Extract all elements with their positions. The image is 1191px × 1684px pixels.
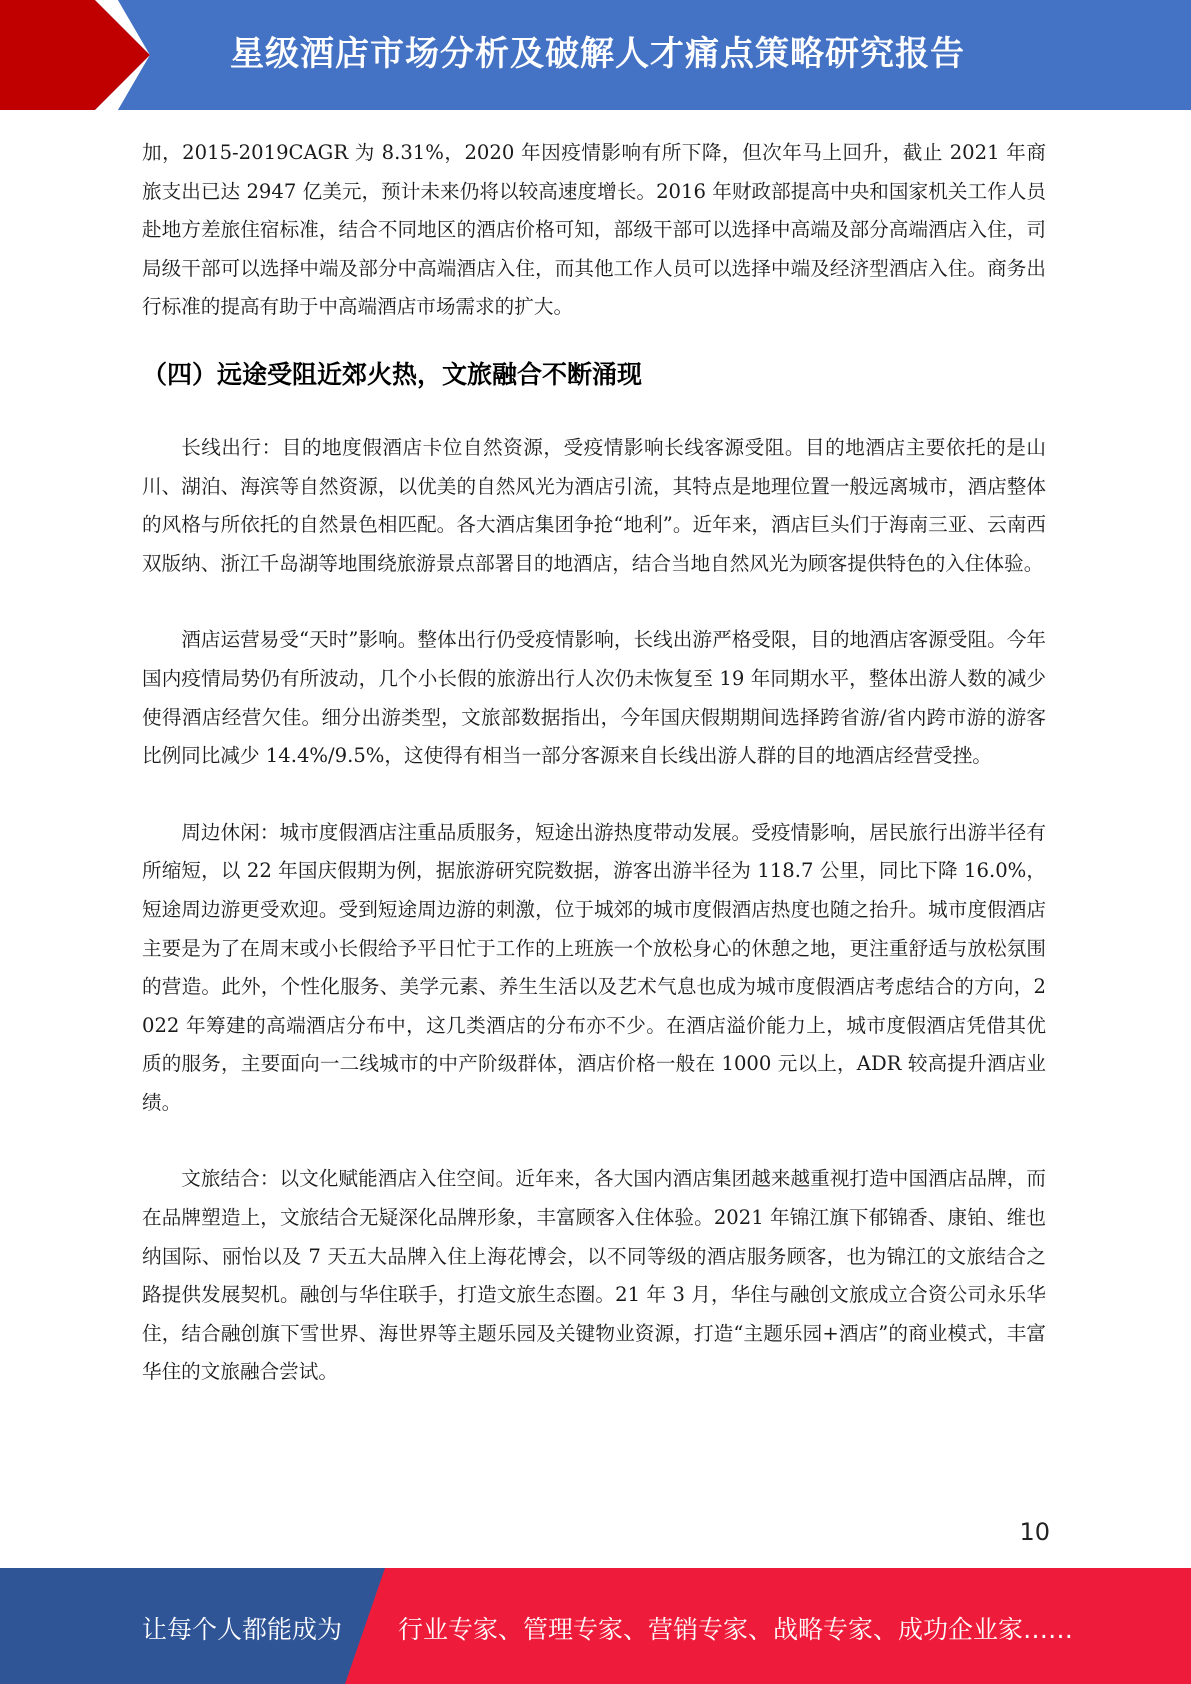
report-title: 星级酒店市场分析及破解人才痛点策略研究报告	[230, 34, 965, 74]
page-number: 10	[1019, 1518, 1050, 1546]
footer-slogan-right: 行业专家、管理专家、营销专家、战略专家、成功企业家……	[398, 1615, 1074, 1644]
paragraph-nearby-leisure: 周边休闲：城市度假酒店注重品质服务，短途出游热度带动发展。受疫情影响，居民旅行出游半径有所缩短，以 22 年国庆假期为例，据旅游研究院数据，游客出游半径为 118.7 公里，同比下降 16.0%，短途周边游更受欢迎。受到短途周边游的刺激，位于城郊的城市度假酒店热度也随之抬升。城市度假酒店主要是为了在周末或小长假给予平日忙于工作的上班族一个放松身心的休憩之地，更注重舒适与放松氛围的营造。此外，个性化服务、美学元素、养生生活以及艺术气息也成为城市度假酒店考虑结合的方向，2022 年筹建的高端酒店分布中，这几类酒店的分布亦不少。在酒店溢价能力上，城市度假酒店凭借其优质的服务，主要面向一二线城市的中产阶级群体，酒店价格一般在 1000 元以上，ADR 较高提升酒店业绩。	[142, 820, 1046, 1114]
paragraph-timing: 酒店运营易受“天时”影响。整体出行仍受疫情影响，长线出游严格受限，目的地酒店客源受阻。今年国内疫情局势仍有所波动，几个小长假的旅游出行人次仍未恢复至 19 年同期水平，整体出游人数的减少使得酒店经营欠佳。细分出游类型，文旅部数据指出，今年国庆假期期间选择跨省游/省内跨市游的游客比例同比减少 14.4%/9.5%，这使得有相当一部分客源来自长线出游人群的目的地酒店经营受挫。	[142, 628, 1046, 768]
page-header	[0, 0, 1191, 110]
main-content	[142, 134, 1046, 1392]
footer-slogan-left: 让每个人都能成为	[142, 1615, 343, 1644]
paragraph-culture-tourism: 文旅结合：以文化赋能酒店入住空间。近年来，各大国内酒店集团越来越重视打造中国酒店品牌，而在品牌塑造上，文旅结合无疑深化品牌形象，丰富顾客入住体验。2021 年锦江旗下郁锦香、康铂、维也纳国际、丽怡以及 7 天五大品牌入住上海花博会，以不同等级的酒店服务顾客，也为锦江的文旅结合之路提供发展契机。融创与华住联手，打造文旅生态圈。21 年 3 月，华住与融创文旅成立合资公司永乐华住，结合融创旗下雪世界、海世界等主题乐园及关键物业资源，打造“主题乐园+酒店”的商业模式，丰富华住的文旅融合尝试。	[142, 1167, 1046, 1384]
intro-paragraph: 加，2015-2019CAGR 为 8.31%，2020 年因疫情影响有所下降，但次年马上回升，截止 2021 年商旅支出已达 2947 亿美元，预计未来仍将以较高速度增长。2016 年财政部提高中央和国家机关工作人员赴地方差旅住宿标准，结合不同地区的酒店价格可知，部级干部可以选择中高端及部分高端酒店入住，司局级干部可以选择中端及部分中高端酒店入住，而其他工作人员可以选择中端及经济型酒店入住。商务出行标准的提高有助于中高端酒店市场需求的扩大。	[142, 141, 1046, 319]
paragraph-long-distance: 长线出行：目的地度假酒店卡位自然资源，受疫情影响长线客源受阻。目的地酒店主要依托的是山川、湖泊、海滨等自然资源，以优美的自然风光为酒店引流，其特点是地理位置一般远离城市，酒店整体的风格与所依托的自然景色相匹配。各大酒店集团争抢“地利”。近年来，酒店巨头们于海南三亚、云南西双版纳、浙江千岛湖等地围绕旅游景点部署目的地酒店，结合当地自然风光为顾客提供特色的入住体验。	[142, 435, 1046, 575]
section-heading: （四）远途受阻近郊火热，文旅融合不断涌现	[142, 359, 643, 389]
page-footer	[0, 1568, 1191, 1684]
